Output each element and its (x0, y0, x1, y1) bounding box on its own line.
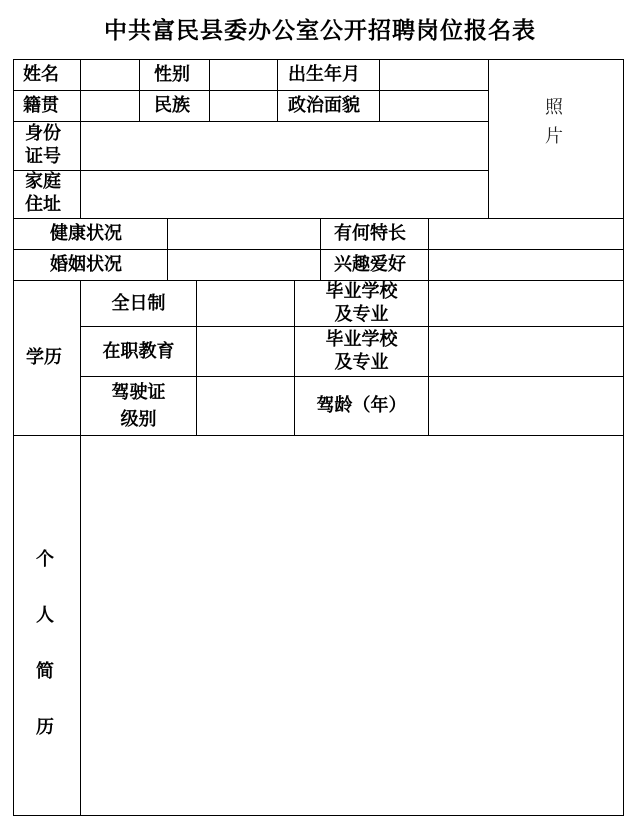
label-name: 姓名 (23, 64, 59, 85)
label-address-line1: 家庭 (25, 171, 61, 192)
label-resume-1: 个 (36, 549, 54, 570)
label-hobby: 兴趣爱好 (334, 254, 406, 275)
label-grad-school-1a: 毕业学校 (325, 281, 398, 302)
border-line (13, 59, 14, 816)
photo-label-1: 照 (545, 97, 563, 118)
gender-field[interactable] (210, 60, 277, 90)
inservice-field[interactable] (197, 327, 294, 376)
address-field[interactable] (81, 171, 488, 218)
border-line (13, 815, 624, 816)
birth-field[interactable] (380, 60, 488, 90)
label-resume-2: 人 (36, 605, 54, 626)
ethnicity-field[interactable] (210, 91, 277, 121)
border-line (320, 218, 321, 281)
health-field[interactable] (168, 219, 320, 249)
label-grad-school-1b: 及专业 (334, 304, 389, 325)
driving-years-field[interactable] (429, 377, 623, 435)
label-education: 学历 (26, 347, 62, 368)
id-number-field[interactable] (81, 122, 488, 170)
label-inservice: 在职教育 (102, 341, 175, 362)
label-grad-school-2b: 及专业 (334, 352, 389, 373)
label-address-line2: 住址 (25, 194, 61, 215)
label-resume-4: 历 (36, 717, 54, 738)
label-marital: 婚姻状况 (50, 254, 122, 275)
label-id-line2: 证号 (25, 146, 61, 167)
label-resume-3: 简 (36, 661, 54, 682)
label-gender: 性别 (154, 64, 190, 85)
license-class-field[interactable] (197, 377, 294, 435)
label-specialty: 有何特长 (334, 223, 406, 244)
label-driving-years: 驾龄（年） (316, 395, 407, 416)
label-id-line1: 身份 (25, 123, 61, 144)
label-native-place: 籍贯 (23, 95, 59, 116)
label-license-line1: 驾驶证 (111, 382, 166, 403)
border-line (139, 59, 140, 121)
label-birth: 出生年月 (288, 64, 360, 85)
border-line (277, 59, 278, 121)
form-title: 中共富民县委办公室公开招聘岗位报名表 (104, 17, 536, 44)
label-license-line2: 级别 (120, 409, 157, 430)
political-status-field[interactable] (380, 91, 488, 121)
grad-school-2-field[interactable] (429, 327, 623, 376)
label-grad-school-2a: 毕业学校 (325, 329, 398, 350)
native-place-field[interactable] (81, 91, 139, 121)
label-political-status: 政治面貌 (288, 95, 360, 116)
border-line (623, 59, 624, 816)
name-field[interactable] (81, 60, 139, 90)
label-fulltime: 全日制 (111, 293, 166, 314)
hobby-field[interactable] (429, 250, 623, 280)
specialty-field[interactable] (429, 219, 623, 249)
photo-label-2: 片 (545, 126, 563, 147)
fulltime-field[interactable] (197, 281, 294, 326)
marital-field[interactable] (168, 250, 320, 280)
label-ethnicity: 民族 (154, 95, 190, 116)
grad-school-1-field[interactable] (429, 281, 623, 326)
resume-field[interactable] (81, 436, 623, 815)
label-health: 健康状况 (50, 223, 122, 244)
